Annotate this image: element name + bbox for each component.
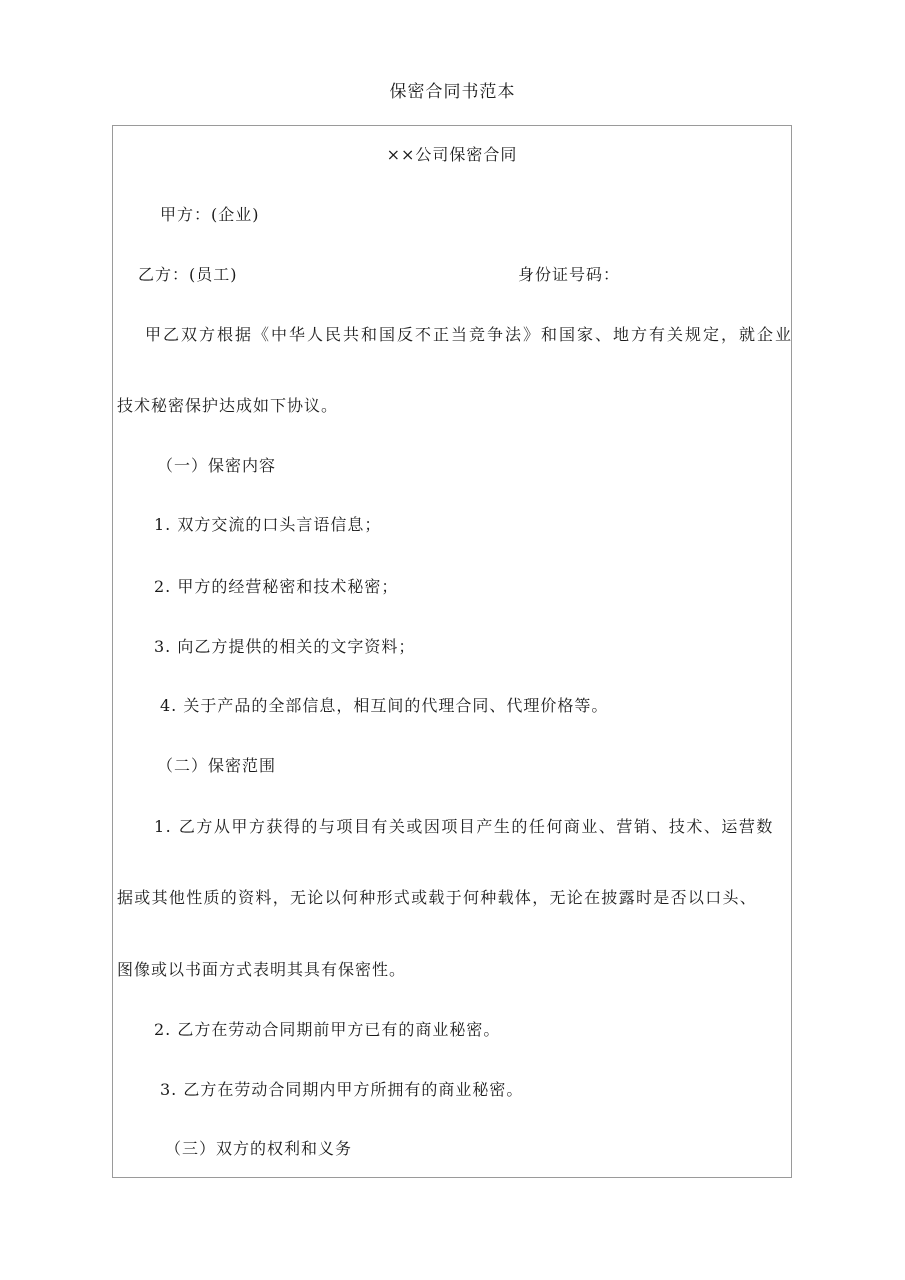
section-1-heading: （一）保密内容 — [157, 456, 277, 475]
section-1-item-2: 2. 甲方的经营秘密和技术秘密； — [154, 577, 399, 596]
id-number-label: 身份证号码： — [518, 265, 621, 284]
section-2-item-1-line-3: 图像或以书面方式表明其具有保密性。 — [117, 960, 407, 979]
section-2-item-1-line-1: 1. 乙方从甲方获得的与项目有关或因项目产生的任何商业、营销、技术、运营数 — [154, 817, 774, 836]
section-2-item-2: 2. 乙方在劳动合同期前甲方已有的商业秘密。 — [154, 1020, 501, 1039]
section-1-item-3: 3. 向乙方提供的相关的文字资料； — [154, 637, 416, 656]
section-1-item-4: 4. 关于产品的全部信息，相互间的代理合同、代理价格等。 — [160, 696, 609, 715]
preamble-line-1: 甲乙双方根据《中华人民共和国反不正当竞争法》和国家、地方有关规定，就企业 — [145, 325, 794, 344]
party-b-label: 乙方：(员工) — [138, 265, 238, 284]
party-a-label: 甲方：(企业) — [160, 205, 260, 224]
section-1-item-1: 1. 双方交流的口头言语信息； — [154, 515, 382, 534]
document-title: 保密合同书范本 — [389, 82, 516, 102]
section-2-heading: （二）保密范围 — [157, 756, 277, 775]
section-2-item-1-line-2: 据或其他性质的资料，无论以何种形式或载于何种载体，无论在披露时是否以口头、 — [117, 888, 758, 907]
section-2-item-3: 3. 乙方在劳动合同期内甲方所拥有的商业秘密。 — [160, 1080, 524, 1099]
section-3-heading: （三）双方的权利和义务 — [165, 1139, 353, 1158]
contract-title: ××公司保密合同 — [386, 145, 518, 164]
preamble-line-2: 技术秘密保护达成如下协议。 — [117, 396, 339, 415]
